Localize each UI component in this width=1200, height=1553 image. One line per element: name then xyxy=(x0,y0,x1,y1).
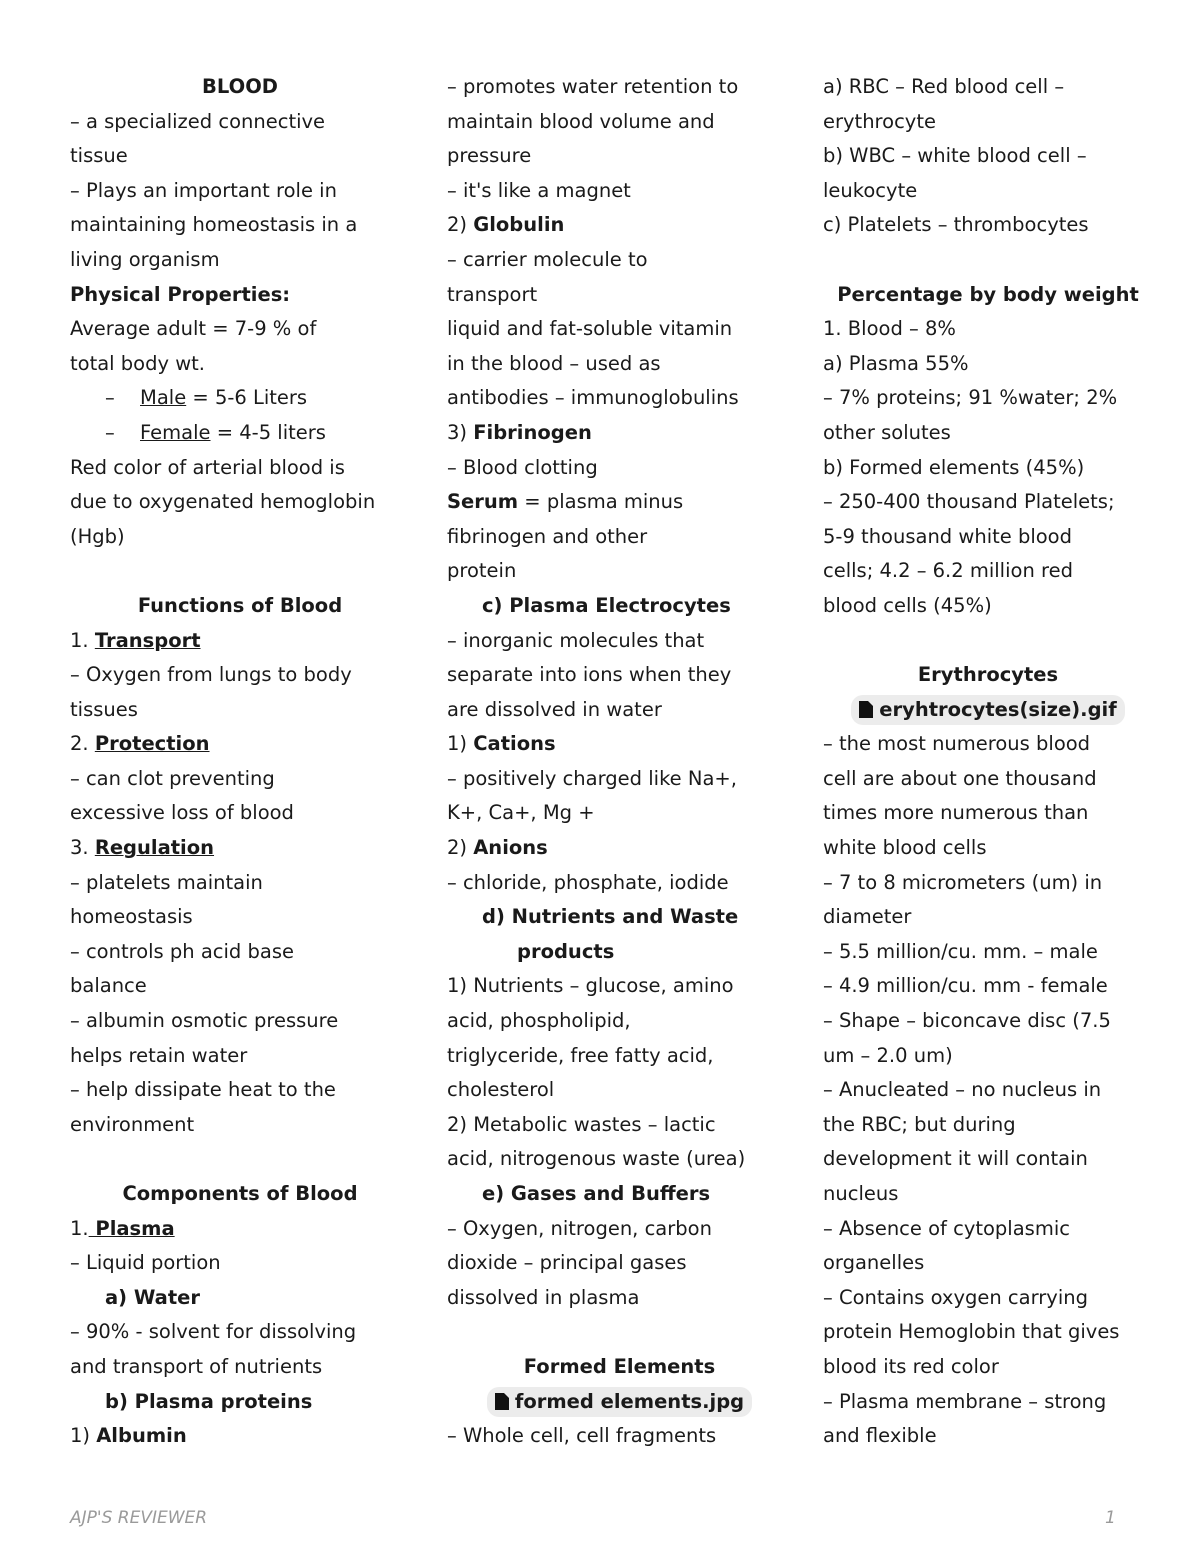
protein-item-albumin xyxy=(70,1419,410,1454)
heading-functions-of-blood: Functions of Blood xyxy=(137,593,343,617)
text-line: – Anucleated – no nucleus in xyxy=(823,1078,1102,1102)
footer-title: AJP'S REVIEWER xyxy=(70,1508,208,1528)
text-line: (Hgb) xyxy=(70,524,125,548)
text-line: K+, Ca+, Mg + xyxy=(447,801,595,825)
text-line: – the most numerous blood xyxy=(823,732,1091,756)
component-item-plasma xyxy=(70,1212,410,1247)
text-line: diameter xyxy=(823,905,912,929)
text-line: – Oxygen from lungs to body xyxy=(70,663,352,687)
text-line: cholesterol xyxy=(447,1078,555,1102)
protein-item-fibrinogen xyxy=(447,416,792,451)
item-number: 1) xyxy=(447,732,474,756)
text-line: – can clot preventing xyxy=(70,766,275,790)
attachment-filename: formed elements.jpg xyxy=(514,1389,745,1413)
subheading-gases-and-buffers: e) Gases and Buffers xyxy=(482,1182,711,1205)
heading-erythrocytes: Erythrocytes xyxy=(917,663,1059,687)
ion-item-cations xyxy=(447,727,792,762)
file-icon xyxy=(859,701,873,718)
text-line: – platelets maintain xyxy=(70,870,263,894)
text-line: – Contains oxygen carrying xyxy=(823,1285,1088,1309)
text-line: – Shape – biconcave disc (7.5 xyxy=(823,1009,1111,1033)
male-label: Male xyxy=(140,386,187,410)
text-line: organelles xyxy=(823,1251,925,1275)
text-line: 2) Metabolic wastes – lactic xyxy=(447,1112,716,1136)
attachment-chip-formed-elements[interactable] xyxy=(487,1387,752,1417)
bullet: – xyxy=(105,386,115,410)
text-line: are dissolved in water xyxy=(447,697,662,721)
text-line: blood its red color xyxy=(823,1354,999,1378)
text-line: – it's like a magnet xyxy=(447,178,631,202)
text-line: times more numerous than xyxy=(823,801,1089,825)
serum-label: Serum xyxy=(447,490,519,514)
item-number: 2) xyxy=(447,213,474,237)
text-line: total body wt. xyxy=(70,351,206,375)
attachment-filename: eryhtrocytes(size).gif xyxy=(879,697,1117,721)
text-line: separate into ions when they xyxy=(447,663,732,687)
female-label: Female xyxy=(140,420,211,444)
page-number: 1 xyxy=(1105,1508,1116,1528)
subheading-plasma-proteins: b) Plasma proteins xyxy=(105,1389,313,1413)
text-line: dissolved in plasma xyxy=(447,1285,640,1309)
fibrinogen-label: Fibrinogen xyxy=(473,420,592,444)
serum-text: = plasma minus xyxy=(518,490,684,514)
cations-label: Cations xyxy=(473,732,556,756)
albumin-label: Albumin xyxy=(96,1424,187,1448)
serum-definition xyxy=(447,485,792,520)
transport-label: Transport xyxy=(94,628,201,652)
protein-item-globulin xyxy=(447,208,792,243)
text-line: – 250-400 thousand Platelets; xyxy=(823,490,1115,514)
text-line: living organism xyxy=(70,247,220,271)
text-line: 1) Nutrients – glucose, amino xyxy=(447,974,734,998)
text-line: due to oxygenated hemoglobin xyxy=(70,490,376,514)
text-line: development it will contain xyxy=(823,1147,1088,1171)
text-line: and transport of nutrients xyxy=(70,1354,323,1378)
item-number: 1. xyxy=(70,1216,89,1240)
function-item-protection xyxy=(70,727,410,762)
function-item-regulation xyxy=(70,831,410,866)
item-number: 2. xyxy=(70,732,95,756)
text-line: white blood cells xyxy=(823,836,987,860)
text-line: – help dissipate heat to the xyxy=(70,1078,336,1102)
text-line: – controls ph acid base xyxy=(70,939,294,963)
text-line: – Plasma membrane – strong xyxy=(823,1389,1107,1413)
item-number: 1. xyxy=(70,628,95,652)
text-line: maintain blood volume and xyxy=(447,109,715,133)
text-line: – carrier molecule to xyxy=(447,247,648,271)
text-line: transport xyxy=(447,282,538,306)
ion-item-anions xyxy=(447,831,792,866)
text-line: and flexible xyxy=(823,1424,937,1448)
text-line: – albumin osmotic pressure xyxy=(70,1009,339,1033)
text-line: um – 2.0 um) xyxy=(823,1043,953,1067)
text-line: – 5.5 million/cu. mm. – male xyxy=(823,939,1098,963)
text-line: cells; 4.2 – 6.2 million red xyxy=(823,559,1073,583)
text-line: pressure xyxy=(447,144,532,168)
column-1 xyxy=(70,70,410,1454)
text-line: the RBC; but during xyxy=(823,1112,1016,1136)
text-line: antibodies – immunoglobulins xyxy=(447,386,739,410)
female-value: = 4-5 liters xyxy=(210,420,326,444)
text-line: – 4.9 million/cu. mm - female xyxy=(823,974,1108,998)
text-line: a) RBC – Red blood cell – xyxy=(823,75,1065,98)
text-line: tissue xyxy=(70,144,128,168)
text-line: balance xyxy=(70,974,147,998)
protection-label: Protection xyxy=(94,732,210,756)
subheading-nutrients-and-waste-cont: products xyxy=(517,939,615,963)
text-line: fibrinogen and other xyxy=(447,524,648,548)
text-line: – 7 to 8 micrometers (um) in xyxy=(823,870,1103,894)
heading-formed-elements: Formed Elements xyxy=(523,1354,716,1378)
column-3 xyxy=(823,70,1153,1454)
item-number: 3) xyxy=(447,420,474,444)
text-line: Red color of arterial blood is xyxy=(70,455,345,479)
list-item-male xyxy=(70,381,410,416)
heading-components-of-blood: Components of Blood xyxy=(122,1182,358,1205)
regulation-label: Regulation xyxy=(94,836,215,860)
text-line: leukocyte xyxy=(823,178,918,202)
text-line: environment xyxy=(70,1112,195,1136)
text-line: – inorganic molecules that xyxy=(447,628,705,652)
section-title-blood: BLOOD xyxy=(202,75,278,98)
text-line: acid, phospholipid, xyxy=(447,1009,631,1033)
item-number: 3. xyxy=(70,836,95,860)
item-number: 1) xyxy=(70,1424,97,1448)
text-line: acid, nitrogenous waste (urea) xyxy=(447,1147,746,1171)
text-line: – Absence of cytoplasmic xyxy=(823,1216,1070,1240)
text-line: – Whole cell, cell fragments xyxy=(447,1424,717,1448)
plasma-label: Plasma xyxy=(88,1216,175,1240)
bullet: – xyxy=(105,420,115,444)
text-line: excessive loss of blood xyxy=(70,801,294,825)
text-line: 1. Blood – 8% xyxy=(823,317,956,341)
text-line: triglyceride, free fatty acid, xyxy=(447,1043,714,1067)
text-line: b) Formed elements (45%) xyxy=(823,455,1085,479)
column-2 xyxy=(447,70,792,1454)
text-line: – 90% - solvent for dissolving xyxy=(70,1320,357,1344)
attachment-row xyxy=(823,693,1153,728)
text-line: – a specialized connective xyxy=(70,109,326,133)
text-line: – promotes water retention to xyxy=(447,75,739,98)
text-line: blood cells (45%) xyxy=(823,593,992,617)
attachment-row xyxy=(447,1385,792,1420)
text-line: nucleus xyxy=(823,1182,899,1205)
heading-percentage-by-body-weight: Percentage by body weight xyxy=(837,282,1139,306)
text-line: – Liquid portion xyxy=(70,1251,221,1275)
text-line: in the blood – used as xyxy=(447,351,661,375)
text-line: other solutes xyxy=(823,420,951,444)
text-line: – positively charged like Na+, xyxy=(447,766,737,790)
item-number: 2) xyxy=(447,836,474,860)
text-line: homeostasis xyxy=(70,905,193,929)
text-line: – Oxygen, nitrogen, carbon xyxy=(447,1216,712,1240)
function-item-transport xyxy=(70,624,410,659)
text-line: tissues xyxy=(70,697,138,721)
text-line: – Plays an important role in xyxy=(70,178,337,202)
text-line: helps retain water xyxy=(70,1043,248,1067)
text-line: protein Hemoglobin that gives xyxy=(823,1320,1120,1344)
attachment-chip-erythrocytes[interactable] xyxy=(851,695,1124,725)
text-line: cell are about one thousand xyxy=(823,766,1097,790)
text-line: – chloride, phosphate, iodide xyxy=(447,870,729,894)
text-line: a) Plasma 55% xyxy=(823,351,969,375)
male-value: = 5-6 Liters xyxy=(186,386,308,410)
text-line: liquid and fat-soluble vitamin xyxy=(447,317,733,341)
anions-label: Anions xyxy=(473,836,548,860)
text-line: – 7% proteins; 91 %water; 2% xyxy=(823,386,1118,410)
text-line: 5-9 thousand white blood xyxy=(823,524,1072,548)
text-line: – Blood clotting xyxy=(447,455,598,479)
globulin-label: Globulin xyxy=(473,213,565,237)
text-line: dioxide – principal gases xyxy=(447,1251,687,1275)
subheading-water: a) Water xyxy=(105,1285,200,1309)
subheading-nutrients-and-waste: d) Nutrients and Waste xyxy=(482,905,739,929)
heading-physical-properties: Physical Properties: xyxy=(70,282,291,306)
file-icon xyxy=(495,1393,509,1410)
text-line: b) WBC – white blood cell – xyxy=(823,144,1087,168)
text-line: erythrocyte xyxy=(823,109,936,133)
text-line: Average adult = 7-9 % of xyxy=(70,317,317,341)
list-item-female xyxy=(70,416,410,451)
text-line: protein xyxy=(447,559,517,583)
subheading-plasma-electrocytes: c) Plasma Electrocytes xyxy=(482,593,731,617)
text-line: c) Platelets – thrombocytes xyxy=(823,213,1089,237)
text-line: maintaining homeostasis in a xyxy=(70,213,358,237)
